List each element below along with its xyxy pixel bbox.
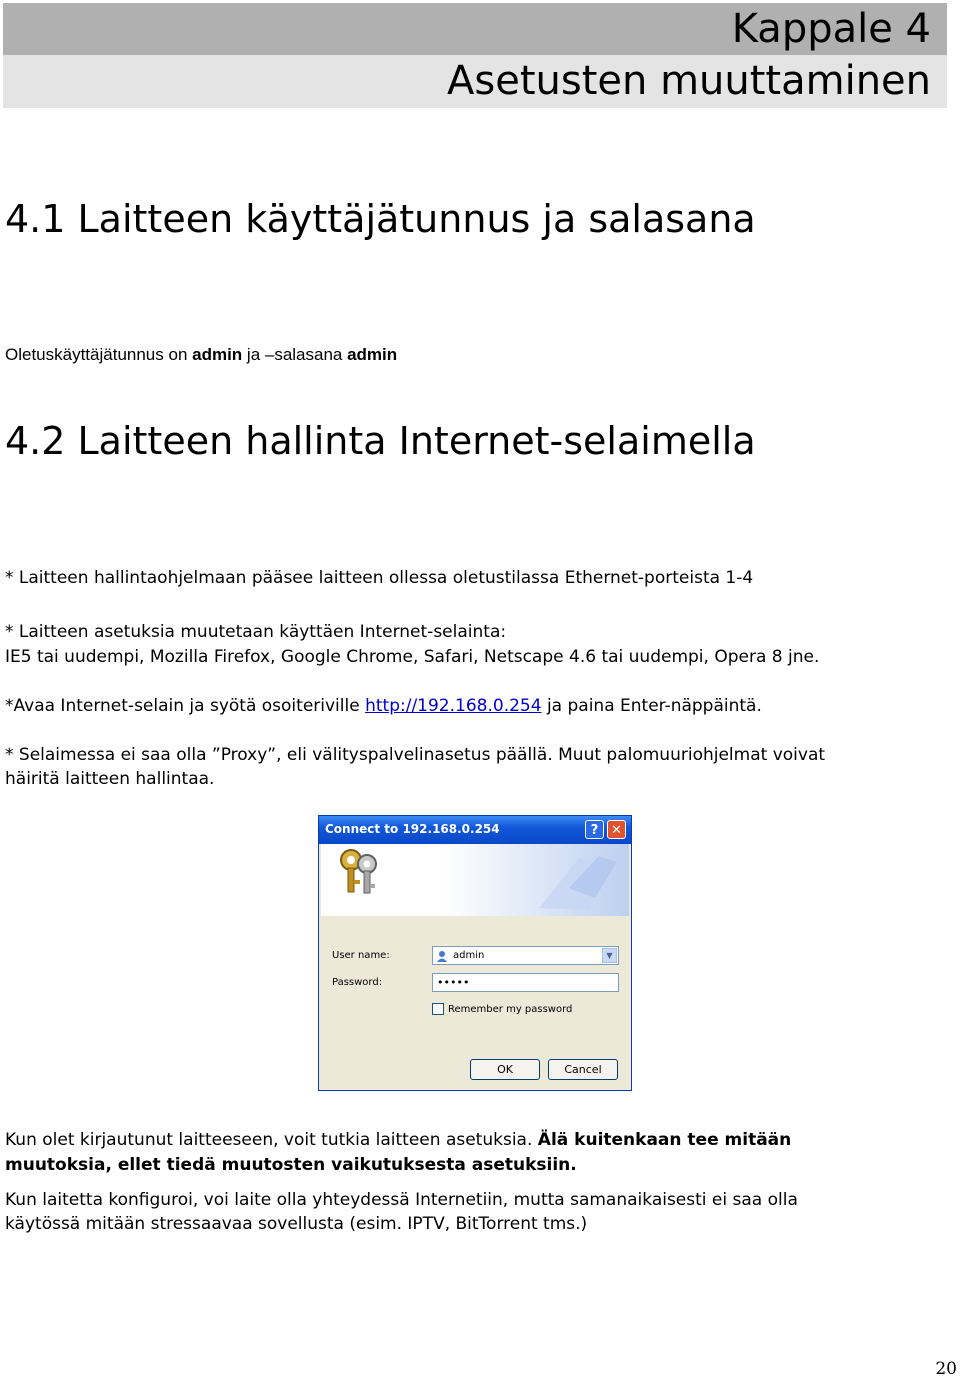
keys-icon xyxy=(335,846,383,896)
closing-paragraph-2-line2: käytössä mitään stressaavaa sovellusta (esim. IPTV, BitTorrent tms.) xyxy=(5,1214,588,1234)
page-number: 20 xyxy=(935,1359,957,1379)
login-dialog xyxy=(318,815,632,1091)
user-icon xyxy=(436,950,448,962)
password-label: Password: xyxy=(332,977,383,988)
default-username: admin xyxy=(192,345,243,364)
dialog-title: Connect to 192.168.0.254 xyxy=(325,822,500,836)
open-browser-text-post: ja paina Enter-näppäintä. xyxy=(541,696,762,716)
chapter-title: Asetusten muuttaminen xyxy=(447,58,931,104)
default-credentials-text xyxy=(5,343,397,367)
closing-p1-bold-line2: muutoksia, ellet tiedä muutosten vaikutuksesta asetuksiin. xyxy=(5,1155,577,1175)
bullet-ethernet-ports: * Laitteen hallintaohjelmaan pääsee laitteen ollessa oletustilassa Ethernet-porteista 1-4 xyxy=(5,568,754,588)
closing-paragraph-2-line1: Kun laitetta konfiguroi, voi laite olla yhteydessä Internetiin, mutta samanaikaisesti ei saa olla xyxy=(5,1190,798,1210)
credentials-text-mid: ja –salasana xyxy=(242,345,348,364)
close-icon[interactable]: ✕ xyxy=(607,820,626,839)
closing-p1-bold: Älä kuitenkaan tee mitään xyxy=(537,1130,792,1150)
bullet-browser-line2: IE5 tai uudempi, Mozilla Firefox, Google Chrome, Safari, Netscape 4.6 tai uudempi, Opera 8 jne. xyxy=(5,647,820,667)
bullet-open-browser xyxy=(5,694,762,718)
chevron-down-icon[interactable]: ▼ xyxy=(602,948,617,963)
credentials-text-pre: Oletuskäyttäjätunnus on xyxy=(5,345,193,364)
open-browser-text-pre: *Avaa Internet-selain ja syötä osoiteriville xyxy=(5,696,366,716)
chapter-number: Kappale 4 xyxy=(731,6,931,52)
password-value: ••••• xyxy=(437,976,470,989)
cancel-button[interactable]: Cancel xyxy=(548,1059,618,1080)
section-heading-4-2: 4.2 Laitteen hallinta Internet-selaimella xyxy=(5,419,756,463)
ok-button[interactable]: OK xyxy=(470,1059,540,1080)
remember-password-checkbox[interactable] xyxy=(432,1003,444,1015)
bullet-proxy-line1: * Selaimessa ei saa olla ”Proxy”, eli välityspalvelinasetus päällä. Muut palomuuriohjelmat voivat xyxy=(5,745,826,765)
chapter-banner-top xyxy=(3,3,947,55)
closing-paragraph-1-line2 xyxy=(5,1153,577,1177)
help-icon[interactable]: ? xyxy=(585,820,604,839)
username-field[interactable] xyxy=(432,946,619,965)
remember-password-label: Remember my password xyxy=(448,1004,573,1015)
bullet-proxy-line2: häiritä laitteen hallintaa. xyxy=(5,769,215,789)
bullet-browser-line1: * Laitteen asetuksia muutetaan käyttäen Internet-selainta: xyxy=(5,622,507,642)
decorative-key-watermark-icon xyxy=(529,848,619,916)
password-field[interactable] xyxy=(432,973,619,992)
closing-paragraph-1-line1 xyxy=(5,1128,791,1152)
section-heading-4-1: 4.1 Laitteen käyttäjätunnus ja salasana xyxy=(5,197,756,241)
chapter-banner-bottom xyxy=(3,55,947,108)
dialog-titlebar xyxy=(319,816,631,844)
default-password: admin xyxy=(347,345,398,364)
device-address-link[interactable]: http://192.168.0.254 xyxy=(365,696,542,716)
username-value: admin xyxy=(453,950,485,961)
closing-p1-normal: Kun olet kirjautunut laitteeseen, voit tutkia laitteen asetuksia. xyxy=(5,1130,538,1150)
username-label: User name: xyxy=(332,950,390,961)
